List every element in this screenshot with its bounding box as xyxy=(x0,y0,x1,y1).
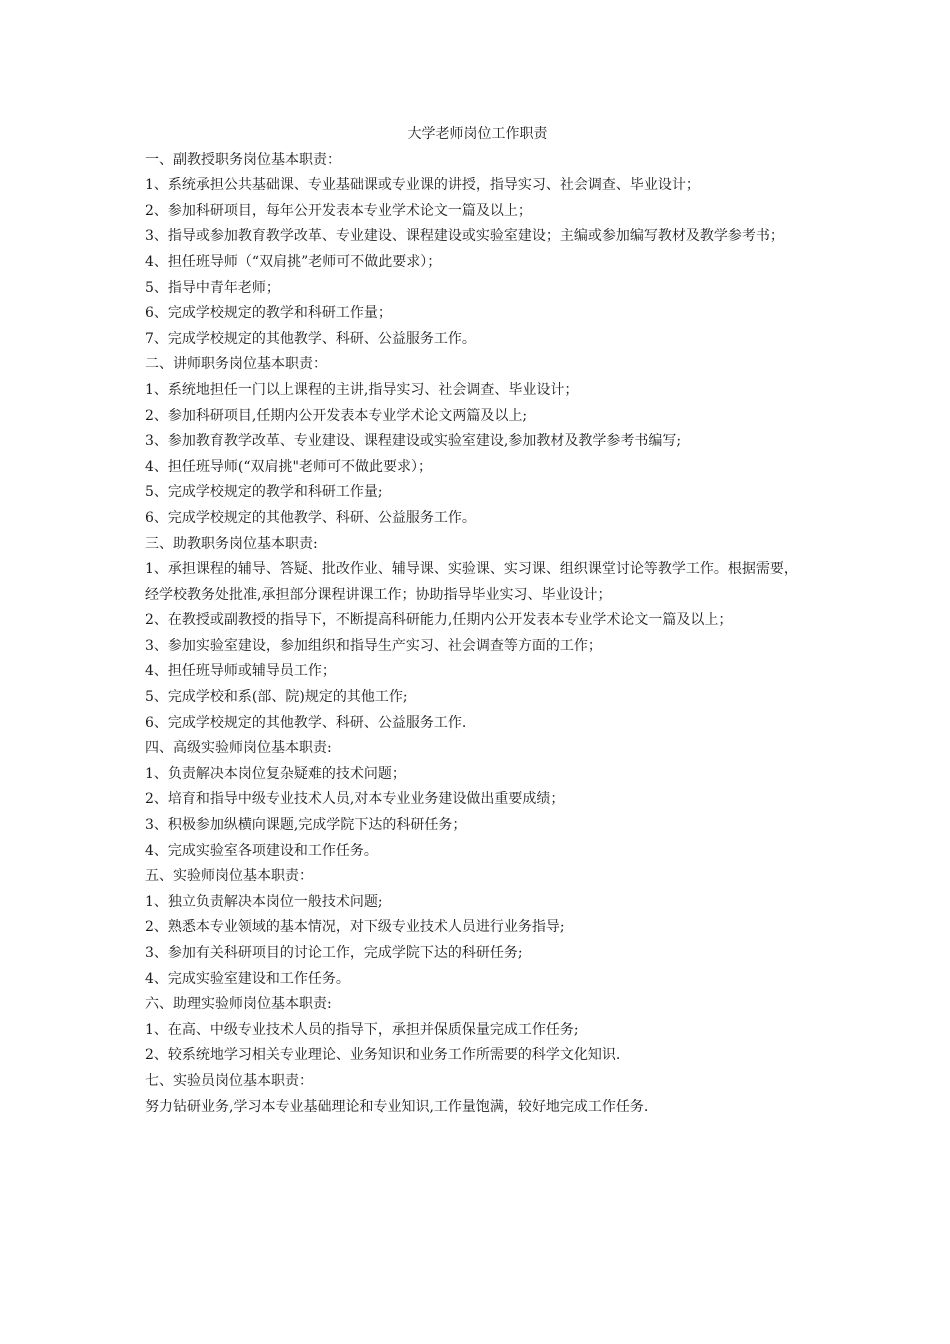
duty-item: 2、较系统地学习相关专业理论、业务知识和业务工作所需要的科学文化知识. xyxy=(145,1047,621,1064)
duty-item: 3、参加教育教学改革、专业建设、课程建设或实验室建设,参加教材及教学参考书编写; xyxy=(145,433,682,450)
document-body xyxy=(145,122,810,1120)
duty-item: 1、承担课程的辅导、答疑、批改作业、辅导课、实验课、实习课、组织课堂讨论等教学工作。根据需要，经学校教务处批准,承担部分课程讲课工作；协助指导毕业实习、毕业设计； xyxy=(145,561,798,603)
duty-item: 2、熟悉本专业领域的基本情况，对下级专业技术人员进行业务指导; xyxy=(145,919,565,936)
duty-item: 4、担任班导师(“双肩挑"老师可不做此要求）； xyxy=(145,458,432,475)
duty-item: 1、负责解决本岗位复杂疑难的技术问题； xyxy=(145,765,406,782)
duty-item: 1、在高、中级专业技术人员的指导下，承担并保质保量完成工作任务; xyxy=(145,1021,579,1038)
duty-item: 6、完成学校规定的其他教学、科研、公益服务工作. xyxy=(145,714,467,731)
duty-item: 2、培育和指导中级专业技术人员,对本专业业务建设做出重要成绩； xyxy=(145,791,565,808)
duty-item: 1、独立负责解决本岗位一般技术问题; xyxy=(145,893,383,910)
section-heading: 四、高级实验师岗位基本职责: xyxy=(145,740,332,757)
document-lines xyxy=(145,148,810,1121)
duty-item: 3、指导或参加教育教学改革、专业建设、课程建设或实验室建设；主编或参加编写教材及教学参考书； xyxy=(145,228,784,245)
duty-item: 1、系统承担公共基础课、专业基础课或专业课的讲授，指导实习、社会调查、毕业设计； xyxy=(145,177,700,194)
section-heading: 一、副教授职务岗位基本职责： xyxy=(145,151,341,168)
duty-item: 努力钻研业务,学习本专业基础理论和专业知识,工作量饱满，较好地完成工作任务. xyxy=(145,1098,649,1115)
section-heading: 二、讲师职务岗位基本职责： xyxy=(145,356,327,373)
duty-item: 2、参加科研项目，每年公开发表本专业学术论文一篇及以上； xyxy=(145,202,532,219)
duty-item: 3、积极参加纵横向课题,完成学院下达的科研任务； xyxy=(145,817,467,834)
duty-item: 2、在教授或副教授的指导下，不断提高科研能力,任期内公开发表本专业学术论文一篇及以上； xyxy=(145,612,733,629)
duty-item: 3、参加实验室建设，参加组织和指导生产实习、社会调查等方面的工作； xyxy=(145,637,602,654)
section-heading: 六、助理实验师岗位基本职责: xyxy=(145,996,332,1013)
section-heading: 三、助教职务岗位基本职责: xyxy=(145,535,318,552)
duty-item: 7、完成学校规定的其他教学、科研、公益服务工作。 xyxy=(145,330,476,347)
duty-item: 2、参加科研项目,任期内公开发表本专业学术论文两篇及以上; xyxy=(145,407,528,424)
section-heading: 七、实验员岗位基本职责： xyxy=(145,1072,313,1089)
duty-item: 1、系统地担任一门以上课程的主讲,指导实习、社会调查、毕业设计； xyxy=(145,381,579,398)
duty-item: 5、指导中青年老师； xyxy=(145,279,280,296)
duty-item: 4、完成实验室建设和工作任务。 xyxy=(145,970,350,987)
duty-item: 5、完成学校规定的教学和科研工作量; xyxy=(145,484,383,501)
duty-item: 3、参加有关科研项目的讨论工作，完成学院下达的科研任务; xyxy=(145,945,523,961)
duty-item: 6、完成学校规定的教学和科研工作量； xyxy=(145,305,392,322)
document-title: 大学老师岗位工作职责 xyxy=(407,126,548,142)
duty-item: 6、完成学校规定的其他教学、科研、公益服务工作。 xyxy=(145,509,476,526)
section-heading: 五、实验师岗位基本职责： xyxy=(145,868,313,885)
duty-item: 4、担任班导师（“双肩挑”老师可不做此要求）； xyxy=(145,253,442,270)
duty-item: 4、担任班导师或辅导员工作； xyxy=(145,663,336,680)
duty-item: 5、完成学校和系(部、院)规定的其他工作; xyxy=(145,689,408,706)
duty-item: 4、完成实验室各项建设和工作任务。 xyxy=(145,842,378,859)
